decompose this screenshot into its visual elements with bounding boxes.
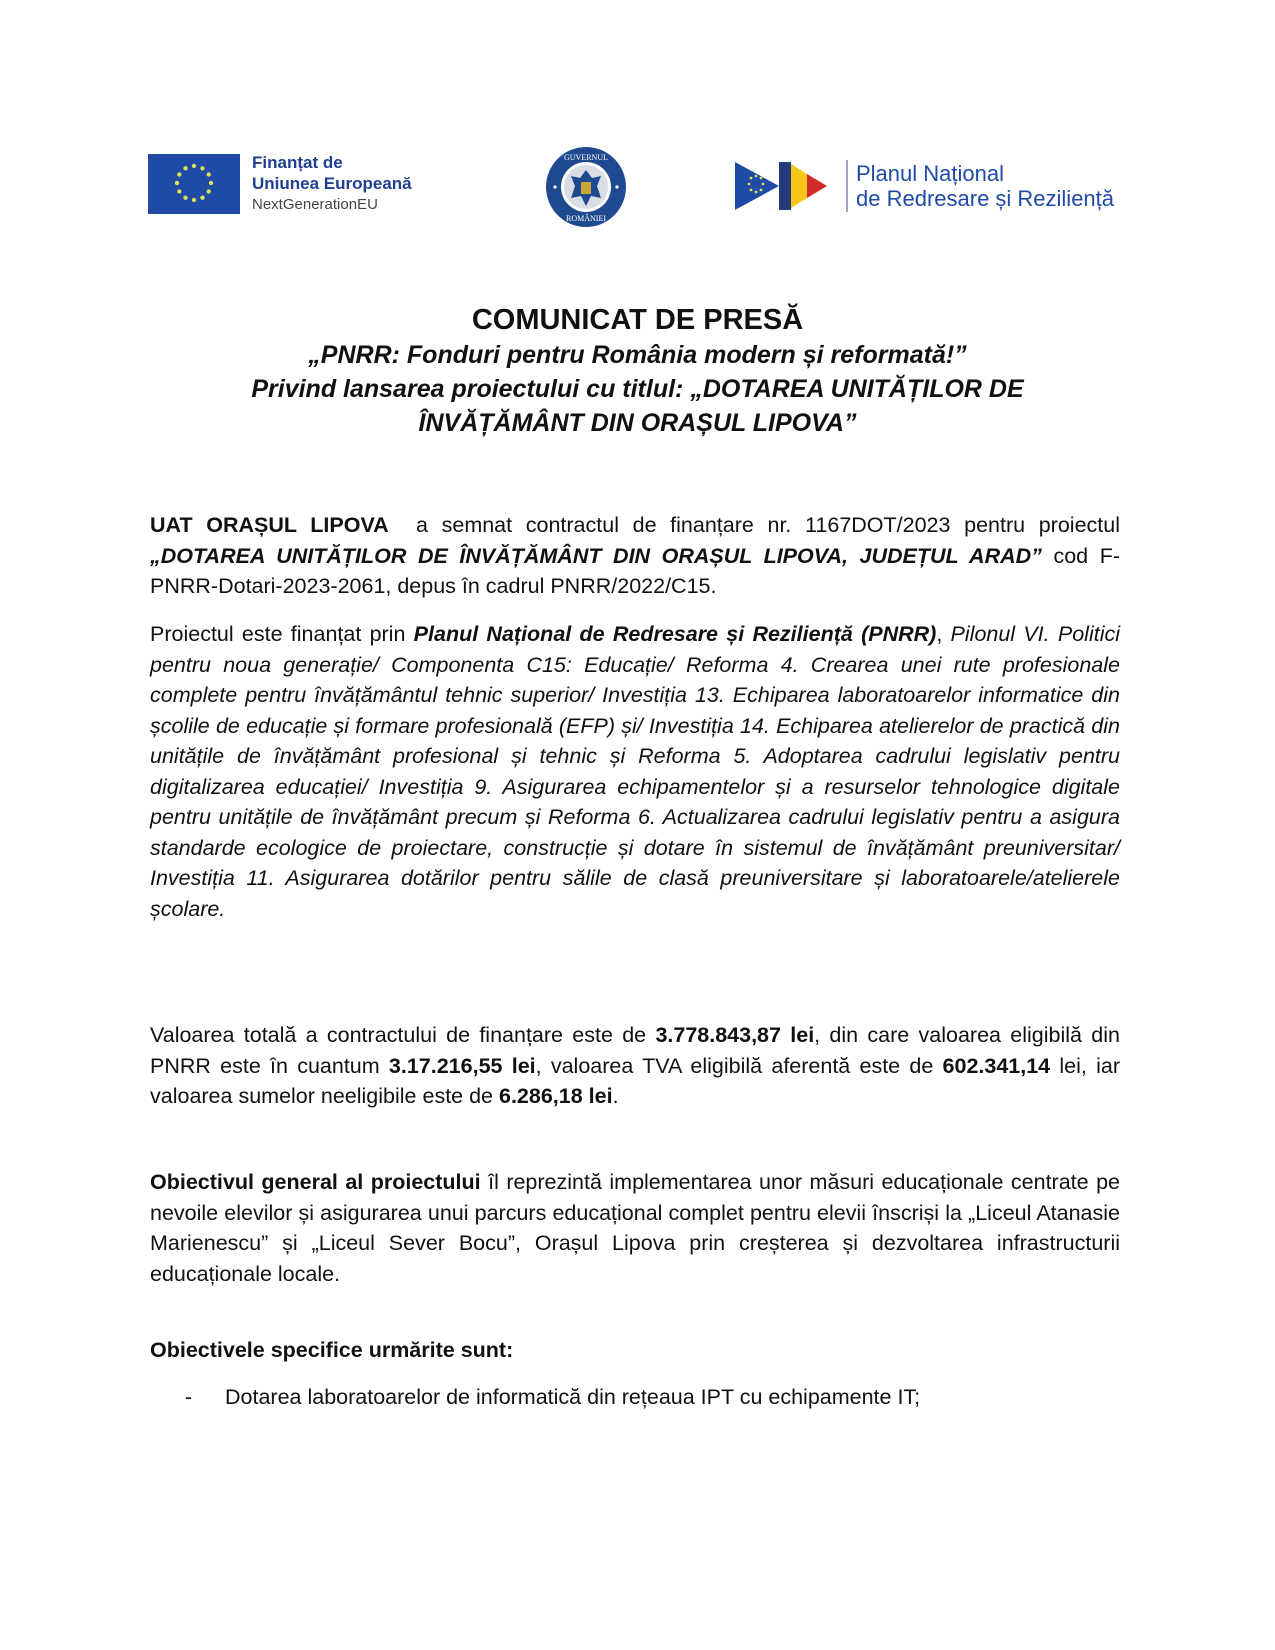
project-code-text: cod F-PNRR-Dotari-2023-2061, depus în cadrul PNRR/2022/C15. [150, 543, 1120, 598]
pnrr-separator [846, 160, 848, 212]
subtitle-slogan: „PNRR: Fonduri pentru România modern și reformată!” [308, 341, 967, 369]
funding-comma: , [936, 622, 951, 646]
specific-objectives-list [150, 1385, 1120, 1410]
general-objective-label: Obiectivul general al proiectului [150, 1170, 481, 1194]
paragraph-funding [150, 619, 1120, 924]
funding-details: Pilonul VI. Politici pentru noua generație/ Componenta C15: Educație/ Reforma 4. Crearea unei rute profesionale complete pentru învățământul tehnic superior/ Investiția 13. Echiparea laboratoarelor informatice din școlile de educație și formare profesională (EFP) și/ Investiția 14. Echiparea atelierelor de practică din unitățile de învățământ profesional și tehnic și Reforma 5. Adoptarea cadrului legislativ pentru digitalizarea educației/ Investiția 9. Asigurarea echipamentelor și a resurselor tehnologice digitale pentru unitățile de învățământ precum și Reforma 6. Actualizarea cadrului legislativ pentru a asigura standarde ecologice de proiectare, construcție și dotare în sistemul de învățământ preuniversitar/ Investiția 11. Asigurarea dotărilor pentru sălile de clasă preuniversitare și laboratoarele/atelierele școlare. [150, 622, 1121, 921]
contract-text: a semnat contractul de finanțare nr. 1167DOT/2023 pentru proiectul [388, 513, 1126, 537]
eu-logo [148, 152, 412, 215]
funding-intro: Proiectul este finanțat prin [150, 622, 414, 646]
value-text-4: lei, iar valoarea sumelor neeligibile este de [150, 1053, 1120, 1108]
paragraph-value [150, 1020, 1120, 1112]
tva-value: 602.341,14 [942, 1053, 1051, 1078]
logo-bar [0, 140, 1275, 240]
seal-top-text: GUVERNUL [564, 153, 608, 162]
eu-logo-line3: NextGenerationEU [252, 196, 378, 213]
list-bullet: - [185, 1385, 193, 1409]
uat-name: UAT ORAȘUL LIPOVA [150, 513, 389, 537]
paragraph-general-objective [150, 1167, 1120, 1289]
pnrr-arrows-icon [735, 158, 840, 214]
list-item [150, 1385, 1120, 1410]
seal-bottom-text: ROMÂNIEI [566, 214, 606, 223]
pnrr-logo-line2: de Redresare și Reziliență [856, 186, 1115, 211]
value-text-5: . [612, 1084, 619, 1108]
eligible-value: 3.17.216,55 lei [388, 1053, 536, 1078]
total-value: 3.778.843,87 lei [655, 1023, 815, 1047]
eu-logo-line1: Finanțat de [252, 153, 343, 172]
ineligible-value: 6.286,18 lei [499, 1084, 613, 1108]
eu-logo-line2: Uniunea Europeană [252, 174, 412, 193]
list-item-text: Dotarea laboratoarelor de informatică din rețeaua IPT cu echipamente IT; [225, 1385, 921, 1409]
pnrr-logo-line1: Planul Național [856, 161, 1004, 186]
guvernul-romaniei-seal-icon [545, 146, 627, 228]
subtitle-project-line1: Privind lansarea proiectului cu titlul: „DOTAREA UNITĂȚILOR DE [251, 375, 1024, 403]
general-objective-text: îl reprezintă implementarea unor măsuri educaționale centrate pe nevoile elevilor și asigurarea unui parcurs educațional complet pentru elevii înscriși la „Liceul Atanasie Marienescu” și „Liceul Sever Bocu”, Orașul Lipova prin creșterea și dezvoltarea infrastructurii educaționale locale. [150, 1170, 1120, 1286]
page-title: COMUNICAT DE PRESĂ [471, 304, 804, 336]
press-release-header [0, 302, 1275, 440]
pnrr-logo [735, 158, 1114, 214]
value-text-1: Valoarea totală a contractului de finanțare este de [150, 1023, 656, 1047]
specific-objectives-heading: Obiectivele specifice urmărite sunt: [150, 1338, 514, 1362]
value-text-2: , din care valoarea eligibilă din PNRR este în cuantum [150, 1023, 1120, 1078]
value-text-3: , valoarea TVA eligibilă aferentă este de [535, 1053, 943, 1078]
project-title: „DOTAREA UNITĂȚILOR DE ÎNVĂȚĂMÂNT DIN ORAȘUL LIPOVA, JUDEȚUL ARAD” [150, 543, 1042, 568]
eu-flag-icon [148, 154, 240, 214]
funding-plan: Planul Național de Redresare și Reziliență (PNRR) [413, 622, 937, 646]
paragraph-contract [150, 510, 1126, 602]
subtitle-project-line2: ÎNVĂȚĂMÂNT DIN ORAȘUL LIPOVA” [418, 409, 857, 437]
